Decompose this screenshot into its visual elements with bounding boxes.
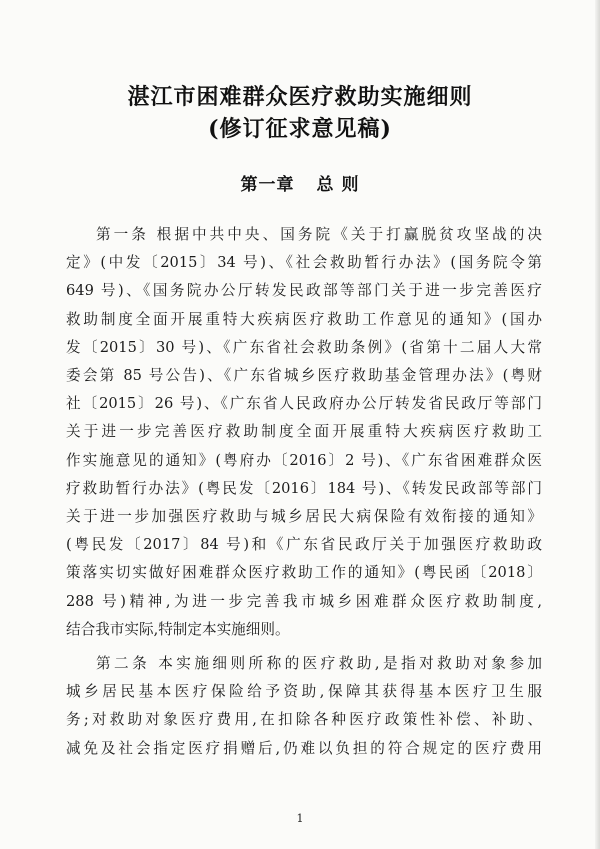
text-line: 定》(中发〔2015〕34 号)、《社会救助暂行办法》(国务院令第 [66,254,542,272]
chapter-heading [0,170,600,195]
text-line: 发〔2015〕30 号)、《广东省社会救助条例》(省第十二届人大常 [66,338,542,356]
page-number: 1 [296,812,304,825]
article-2-paragraph [66,650,542,763]
text-line: 关于进一步完善医疗救助制度全面开展重特大疾病医疗救助工 [66,423,542,441]
text-line: 委会第 85 号公告)、《广东省城乡医疗救助基金管理办法》(粤财 [66,367,542,385]
chapter-label: 第一章 [240,175,295,195]
text-line: 策落实切实做好困难群众医疗救助工作的通知》(粤民函〔2018〕 [66,564,542,582]
text-line: 减免及社会指定医疗捐赠后,仍难以负担的符合规定的医疗费用 [66,739,542,757]
text-line: 务;对救助对象医疗费用,在扣除各种医疗政策性补偿、补助、 [66,711,542,729]
chapter-name: 总 则 [316,175,360,195]
text-line: 649 号)、《国务院办公厅转发民政部等部门关于进一步完善医疗 [66,282,542,300]
text-line: 288 号)精神,为进一步完善我市城乡困难群众医疗救助制度, [66,592,542,610]
text-line: (粤民发〔2017〕84 号)和《广东省民政厅关于加强医疗救助政 [66,536,542,554]
document-title: 湛江市困难群众医疗救助实施细则 [127,84,473,110]
text-line: 城乡居民基本医疗保险给予资助,保障其获得基本医疗卫生服 [66,683,542,701]
text-line: 关于进一步加强医疗救助与城乡居民大病保险有效衔接的通知》 [66,508,542,526]
text-line: 结合我市实际,特制定本实施细则。 [66,620,290,638]
text-line: 救助制度全面开展重特大疾病医疗救助工作意见的通知》(国办 [66,310,542,328]
document-subtitle: (修订征求意见稿) [208,116,392,142]
text-line: 第一条 根据中共中央、国务院《关于打赢脱贫攻坚战的决 [96,226,542,243]
text-line: 社〔2015〕26 号)、《广东省人民政府办公厅转发省民政厅等部门 [66,395,542,413]
text-line: 作实施意见的通知》(粤府办〔2016〕2 号)、《广东省困难群众医 [66,451,542,469]
text-line: 疗救助暂行办法》(粤民发〔2016〕184 号)、《转发民政部等部门 [66,479,542,497]
scan-edge-shadow [595,0,600,849]
text-line: 第二条 本实施细则所称的医疗救助,是指对救助对象参加 [96,655,542,672]
article-1-paragraph [66,221,542,644]
